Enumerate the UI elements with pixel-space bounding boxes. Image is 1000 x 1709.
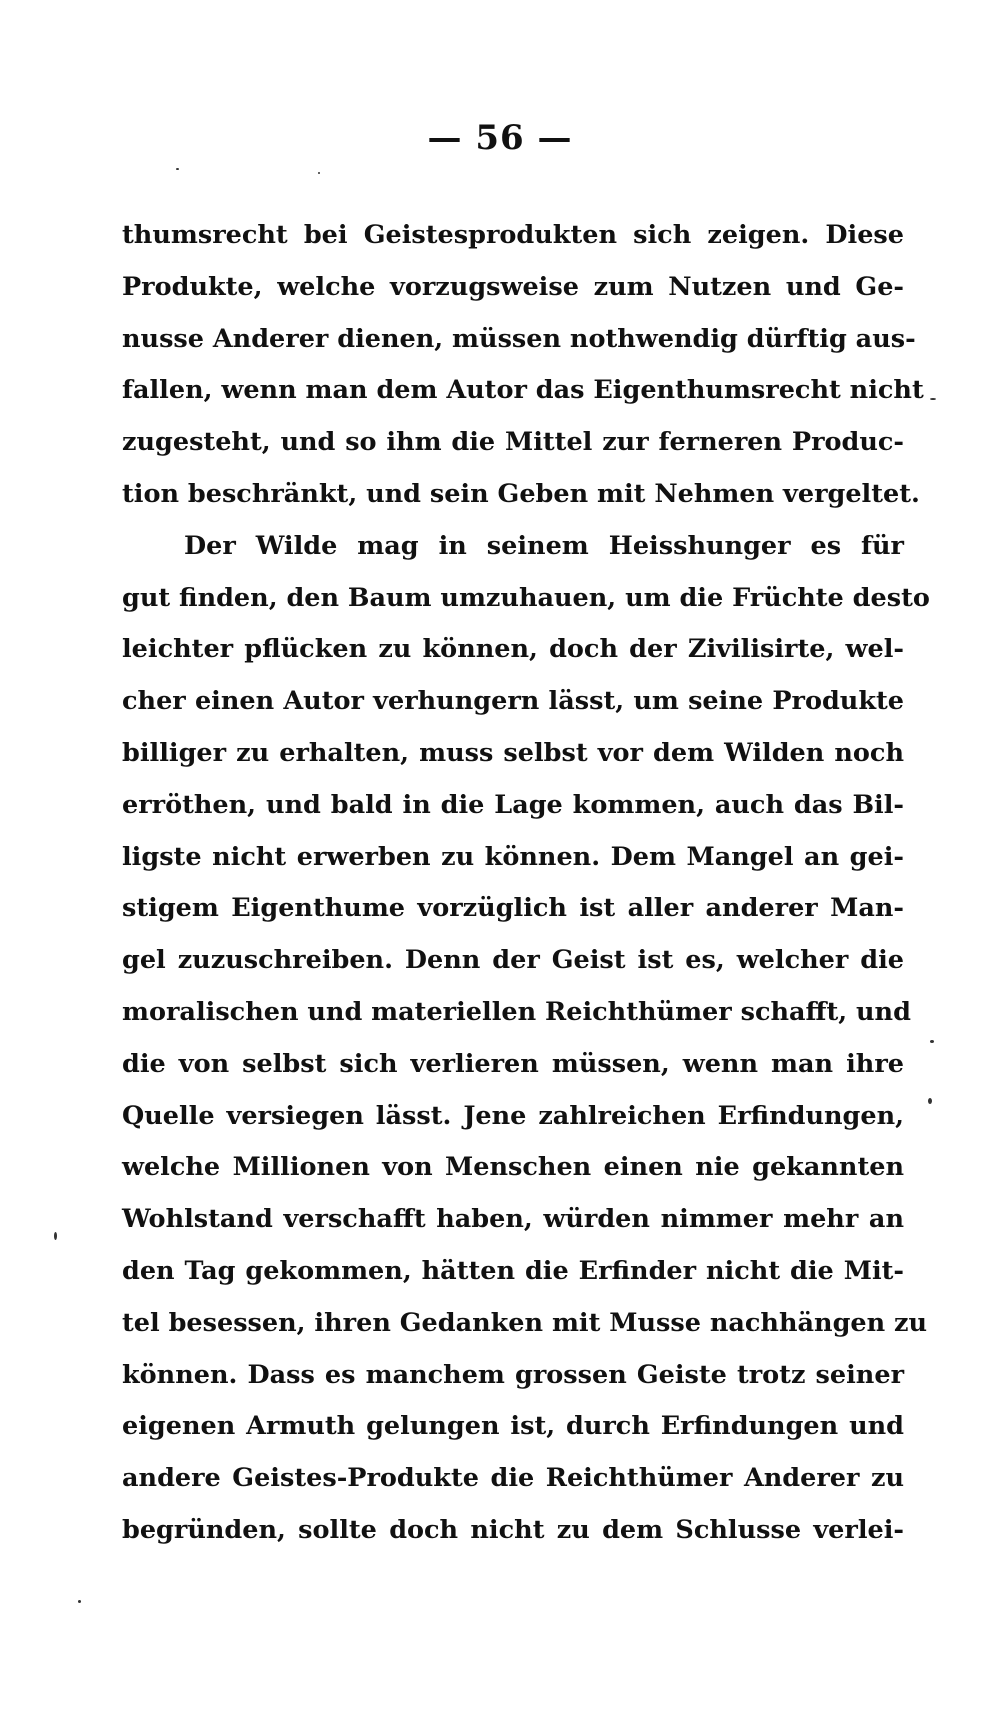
scan-speck (78, 1600, 81, 1603)
paragraph-start-line: Der Wilde mag in seinem Heisshunger es für (184, 530, 904, 561)
text-line: die von selbst sich verlieren müssen, wenn man ihre (122, 1048, 904, 1079)
text-line: thumsrecht bei Geistesprodukten sich zeigen. Diese (122, 220, 904, 250)
text-line: begründen, sollte doch nicht zu dem Schlusse verlei- (122, 1514, 904, 1545)
text-line: den Tag gekommen, hätten die Erfinder nicht die Mit- (122, 1255, 904, 1286)
text-line: fallen, wenn man dem Autor das Eigenthumsrecht nicht (122, 375, 924, 406)
text-line: ligste nicht erwerben zu können. Dem Mangel an gei- (122, 841, 904, 872)
text-line: tel besessen, ihren Gedanken mit Musse nachhängen zu (122, 1307, 928, 1338)
text-line: zugesteht, und so ihm die Mittel zur ferneren Produc- (122, 427, 904, 458)
text-line: leichter pflücken zu können, doch der Zivilisirte, wel- (122, 634, 904, 665)
scan-speck (928, 1098, 932, 1104)
text-line: eigenen Armuth gelungen ist, durch Erfindungen und (122, 1411, 904, 1442)
text-line: nusse Anderer dienen, müssen nothwendig dürftig aus- (122, 323, 916, 354)
text-line: cher einen Autor verhungern lässt, um seine Produkte (122, 686, 904, 717)
text-line: tion beschränkt, und sein Geben mit Nehmen vergeltet. (122, 478, 920, 509)
text-line: erröthen, und bald in die Lage kommen, auch das Bil- (122, 789, 904, 820)
text-line: Produkte, welche vorzugsweise zum Nutzen und Ge- (122, 271, 904, 302)
scan-speck (176, 168, 179, 170)
text-line: gut finden, den Baum umzuhauen, um die Früchte desto (122, 582, 930, 613)
text-line: können. Dass es manchem grossen Geiste trotz seiner (122, 1359, 904, 1390)
text-line: andere Geistes-Produkte die Reichthümer Anderer zu (122, 1463, 904, 1494)
text-line: Wohlstand verschafft haben, würden nimmer mehr an (122, 1204, 904, 1235)
body-text (122, 210, 930, 1557)
scan-speck (930, 1040, 934, 1043)
text-line: gel zuzuschreiben. Denn der Geist ist es, welcher die (122, 945, 904, 976)
scan-speck (54, 1232, 57, 1240)
page-number: — 56 — (427, 118, 573, 158)
text-line: billiger zu erhalten, muss selbst vor dem Wilden noch (122, 737, 904, 768)
scan-speck (318, 172, 320, 174)
text-line: moralischen und materiellen Reichthümer schafft, und (122, 996, 911, 1027)
scan-speck (930, 398, 936, 400)
text-line: Quelle versiegen lässt. Jene zahlreichen Erfindungen, (122, 1100, 904, 1131)
text-line: stigem Eigenthume vorzüglich ist aller anderer Man- (122, 893, 904, 924)
text-line: welche Millionen von Menschen einen nie gekannten (122, 1152, 904, 1183)
